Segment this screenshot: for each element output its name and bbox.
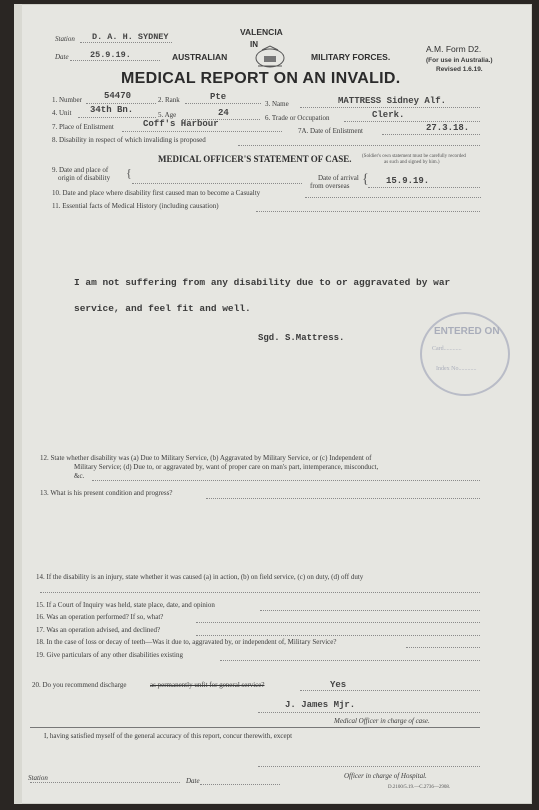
name-label: 3. Name <box>265 100 289 108</box>
name-value: MATTRESS Sidney Alf. <box>338 96 447 106</box>
q15-label: 15. If a Court of Inquiry was held, state place, date, and opinion <box>36 601 215 609</box>
name-line <box>300 107 480 108</box>
trade-line <box>344 121 480 122</box>
q9-label-1: 9. Date and place of <box>52 166 109 174</box>
page-title: MEDICAL REPORT ON AN INVALID. <box>121 70 401 87</box>
q12-line-3: &c. <box>74 472 85 480</box>
number-value: 54470 <box>104 91 132 101</box>
enlist-place-label: 7. Place of Enlistment <box>52 123 114 131</box>
q20-line <box>300 690 480 691</box>
form-note: (For use in Australia.) <box>426 57 493 64</box>
arrival-line <box>368 187 480 188</box>
date-label: Date <box>55 53 69 61</box>
form-revised: Revised 1.6.19. <box>436 66 483 73</box>
unit-value: 34th Bn. <box>90 105 134 115</box>
q18-label: 18. In the case of loss or decay of teeth—Was it due to, aggravated by, or independent of, Military Service? <box>36 638 337 646</box>
q13-label: 13. What is his present condition and progress? <box>40 489 173 497</box>
trade-label: 6. Trade or Occupation <box>265 114 330 122</box>
form-number: A.M. Form D2. <box>426 44 482 54</box>
q13-line <box>206 498 480 499</box>
q9-brace: { <box>126 166 132 180</box>
station-line <box>80 42 172 43</box>
q16-label: 16. Was an operation performed? If so, what? <box>36 613 164 621</box>
q19-label: 19. Give particulars of any other disabilities existing <box>36 651 183 659</box>
age-label: 5. Age <box>158 111 177 119</box>
statement-note-2: as such and signed by him.) <box>384 160 440 165</box>
q20-label: 20. Do you recommend discharge <box>32 681 127 689</box>
mo-signature: J. James Mjr. <box>285 700 356 710</box>
enlist-date-value: 27.3.18. <box>426 123 470 133</box>
q11-label: 11. Essential facts of Medical History (including causation) <box>52 202 219 210</box>
disability-line <box>238 145 480 146</box>
q14-label: 14. If the disability is an injury, state whether it was caused (a) in action, (b) on field service, (c) on duty, (d) off duty <box>36 573 364 581</box>
mo-signature-line <box>258 712 480 713</box>
section-rule <box>30 727 480 728</box>
hospital-officer-label: Officer in charge of Hospital. <box>344 772 427 780</box>
australian-label: AUSTRALIAN <box>172 52 228 62</box>
printer-imprint: D.2100/5.19.—C.2736—2908. <box>388 785 451 790</box>
stamp-line-2: Card............ <box>432 346 462 352</box>
rank-line <box>185 103 261 104</box>
rank-value: Pte <box>210 92 227 102</box>
q12-line-1: 12. State whether disability was (a) Due to Military Service, (b) Aggravated by Military Service, or (c) Independent of <box>40 454 372 462</box>
station-value: D. A. H. SYDNEY <box>92 32 169 42</box>
arrival-value: 15.9.19. <box>386 176 430 186</box>
enlist-date-label: 7A. Date of Enlistment <box>298 127 363 135</box>
stamp-line-3: Index No............ <box>436 366 477 372</box>
q9-line <box>132 183 302 184</box>
q12-answer-line <box>92 480 480 481</box>
q11-line <box>256 211 480 212</box>
stamp-line-1: ENTERED ON <box>434 326 500 337</box>
enlist-place-value: Coff's Harbour <box>143 119 219 129</box>
sheet-edge <box>14 4 22 804</box>
mo-label: Medical Officer in charge of case. <box>334 717 430 725</box>
military-forces-label: MILITARY FORCES. <box>311 52 391 62</box>
statement-note-1: (Soldier's own statement must be carefully recorded <box>362 154 466 159</box>
entered-on-card-stamp <box>420 312 510 396</box>
soldier-signature: Sgd. S.Mattress. <box>258 333 345 343</box>
q10-line <box>305 197 481 198</box>
soldier-statement-line-2: service, and feel fit and well. <box>74 303 251 314</box>
rank-label: 2. Rank <box>158 96 180 104</box>
q20-answer: Yes <box>330 680 347 690</box>
ms-in: IN <box>250 40 258 49</box>
footer-date-line <box>200 784 280 785</box>
date-value: 25.9.19. <box>90 50 131 60</box>
number-label: 1. Number <box>52 96 82 104</box>
q17-label: 17. Was an operation advised, and declined? <box>36 626 161 634</box>
concur-line <box>258 766 480 767</box>
footer-station-label: Station <box>28 774 48 782</box>
ship-name: VALENCIA <box>240 27 283 37</box>
disability-label: 8. Disability in respect of which invaliding is proposed <box>52 136 206 144</box>
q12-line-2: Military Service; (d) Due to, or aggravated by, want of proper care on man's part, intemperance, misconduct, <box>74 463 379 471</box>
q16-line <box>196 622 480 623</box>
q17-line <box>196 635 480 636</box>
footer-date-label: Date <box>186 777 200 785</box>
station-label: Station <box>55 35 75 43</box>
statement-heading: MEDICAL OFFICER'S STATEMENT OF CASE. <box>158 154 352 164</box>
unit-label: 4. Unit <box>52 109 72 117</box>
arrival-brace: { <box>362 172 369 187</box>
q18-line <box>406 647 480 648</box>
arrival-label-2: from overseas <box>310 182 350 190</box>
q19-line <box>220 660 480 661</box>
concur-text: I, having satisfied myself of the general accuracy of this report, concur therewith, except <box>44 732 293 740</box>
q20-struck-text: as permanently unfit for general service? <box>150 681 265 689</box>
arrival-label-1: Date of arrival <box>318 174 359 182</box>
footer-station-line <box>30 782 180 783</box>
q9-label-2: origin of disability <box>58 174 111 182</box>
number-line <box>86 103 156 104</box>
q14-line <box>40 592 480 593</box>
enlist-date-line <box>382 134 480 135</box>
unit-line <box>78 117 156 118</box>
q15-line <box>260 610 480 611</box>
age-value: 24 <box>218 108 229 118</box>
enlist-place-line <box>122 131 282 132</box>
date-line <box>70 60 160 61</box>
q10-label: 10. Date and place where disability first caused man to become a Casualty <box>52 189 261 197</box>
soldier-statement-line-1: I am not suffering from any disability due to or aggravated by war <box>74 277 451 288</box>
trade-value: Clerk. <box>372 110 405 120</box>
